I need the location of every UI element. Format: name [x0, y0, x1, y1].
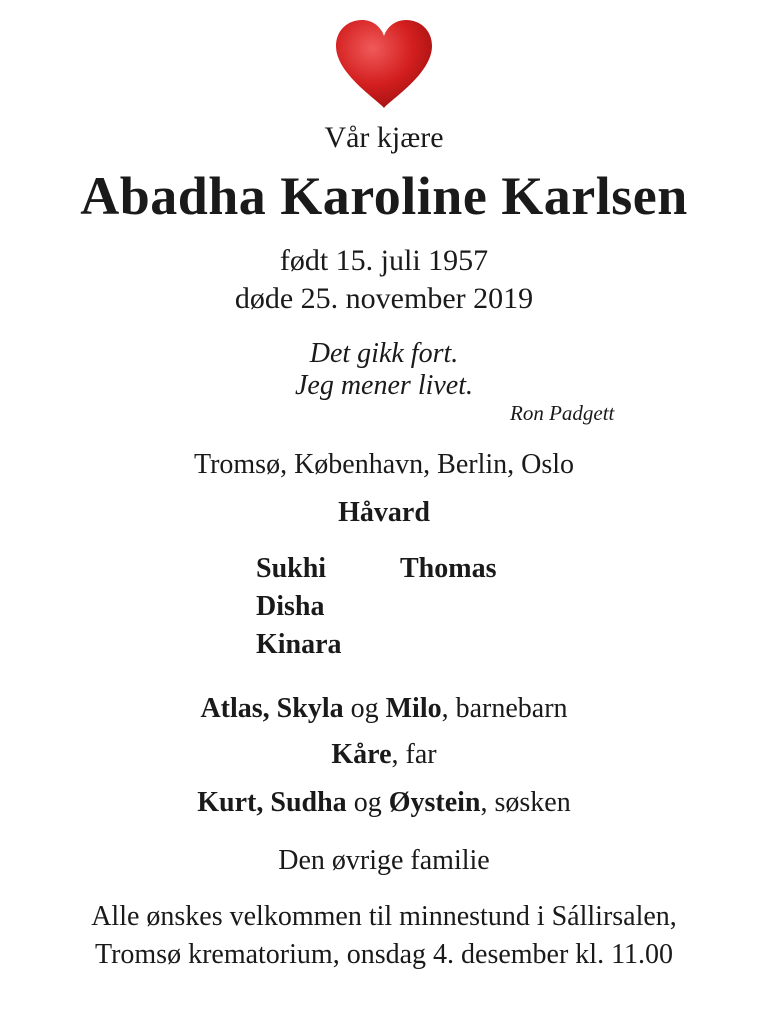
- child-name: Thomas: [400, 553, 497, 584]
- sibling-name: Sudha: [270, 787, 347, 818]
- child-name: Sukhi: [256, 553, 327, 584]
- father-line: [0, 738, 768, 772]
- children-column-1: [256, 550, 342, 664]
- partner-name: Håvard: [338, 497, 430, 528]
- dates-block: [0, 242, 768, 318]
- grandchild-conjunction: og: [343, 693, 386, 724]
- sibling-conjunction: og: [346, 787, 389, 818]
- grandchild-name: Atlas: [200, 693, 263, 724]
- grandchildren-line: [0, 692, 768, 726]
- ceremony-line-2: Tromsø krematorium, onsdag 4. desember kl. 11.00: [94, 939, 674, 970]
- ceremony-info: [0, 898, 768, 974]
- child-name: Kinara: [256, 629, 342, 660]
- heart-icon: [332, 18, 436, 110]
- sibling-separator: ,: [256, 787, 271, 818]
- children-column-2: [400, 550, 496, 588]
- ceremony-line-1: Alle ønskes velkommen til minnestund i Sállirsalen,: [91, 901, 677, 932]
- siblings-relation: , søsken: [480, 787, 571, 818]
- grandchildren-relation: , barnebarn: [441, 693, 568, 724]
- father-name: Kåre: [331, 739, 392, 770]
- quote-block: [0, 338, 768, 402]
- siblings-line: [0, 786, 768, 820]
- quote-author: Ron Padgett: [510, 401, 615, 425]
- father-relation: , far: [391, 739, 437, 770]
- sibling-name: Kurt: [197, 787, 257, 818]
- grandchild-name: Skyla: [276, 693, 344, 724]
- birth-date: født 15. juli 1957: [279, 244, 489, 277]
- extended-family-line: Den øvrige familie: [278, 845, 490, 876]
- quote-line-2: Jeg mener livet.: [294, 370, 474, 401]
- grandchild-separator: ,: [262, 693, 277, 724]
- quote-line-1: Det gikk fort.: [309, 338, 459, 369]
- sibling-name: Øystein: [388, 787, 481, 818]
- death-date: døde 25. november 2019: [234, 282, 534, 315]
- intro-text: Vår kjære: [324, 121, 444, 154]
- child-name: Disha: [256, 591, 325, 622]
- grandchild-name: Milo: [385, 693, 442, 724]
- places-line: Tromsø, København, Berlin, Oslo: [193, 449, 575, 480]
- deceased-name: Abadha Karoline Karlsen: [80, 166, 688, 226]
